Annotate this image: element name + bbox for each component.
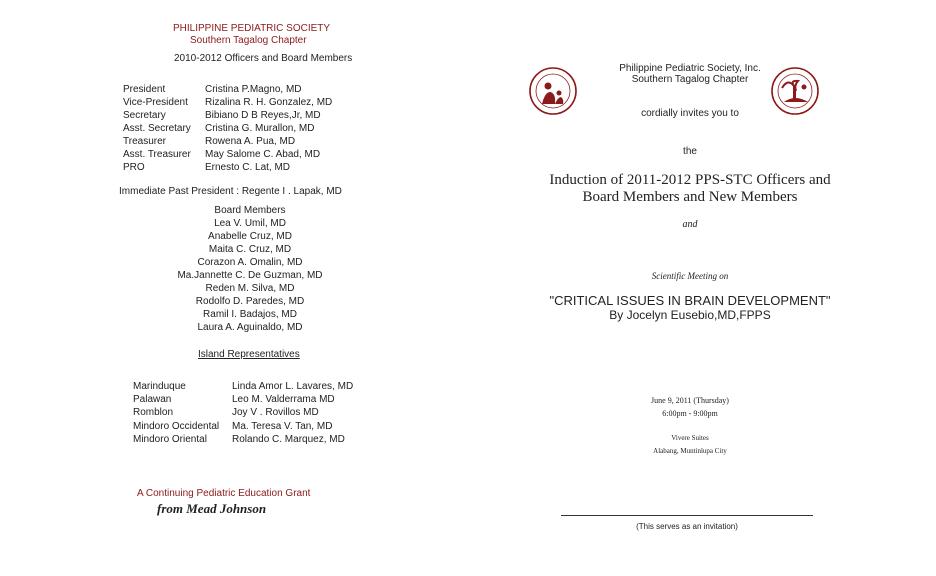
officer-name: Rowena A. Pua, MD bbox=[205, 136, 296, 147]
island-rep: Ma. Teresa V. Tan, MD bbox=[232, 421, 333, 432]
officer-name: Cristina P.Magno, MD bbox=[205, 84, 302, 95]
island-place: Marinduque bbox=[133, 381, 186, 392]
island-place: Mindoro Occidental bbox=[133, 421, 220, 432]
sponsor-line: from Mead Johnson bbox=[157, 501, 267, 516]
island-rep: Leo M. Valderrama MD bbox=[232, 394, 335, 405]
event-title-line1: Induction of 2011-2012 PPS-STC Officers and bbox=[549, 172, 831, 188]
signature-line bbox=[561, 515, 813, 516]
island-place: Romblon bbox=[133, 407, 174, 418]
officer-role: Secretary bbox=[123, 110, 166, 121]
the-text: the bbox=[683, 146, 697, 157]
officers-heading: 2010-2012 Officers and Board Members bbox=[174, 53, 353, 64]
org-line1: Philippine Pediatric Society, Inc. bbox=[619, 63, 761, 74]
invitation-note: (This serves as an invitation) bbox=[636, 522, 738, 531]
island-rep: Linda Amor L. Lavares, MD bbox=[232, 381, 354, 392]
officer-name: Ernesto C. Lat, MD bbox=[205, 162, 291, 173]
board-member: Anabelle Cruz, MD bbox=[208, 231, 292, 242]
island-place: Mindoro Oriental bbox=[133, 434, 207, 445]
board-member: Laura A. Aguinaldo, MD bbox=[197, 322, 303, 333]
island-rep: Rolando C. Marquez, MD bbox=[232, 434, 345, 445]
past-president: Immediate Past President : Regente I . Lapak, MD bbox=[119, 186, 342, 197]
officer-name: Bibiano D B Reyes,Jr, MD bbox=[205, 110, 321, 121]
venue-city: Alabang, Muntinlupa City bbox=[653, 447, 727, 455]
officer-role: Asst. Treasurer bbox=[123, 149, 191, 160]
org-line2: Southern Tagalog Chapter bbox=[631, 74, 749, 85]
officer-role: Asst. Secretary bbox=[123, 123, 191, 134]
event-time: 6:00pm - 9:00pm bbox=[662, 409, 718, 418]
meeting-text: Scientific Meeting on bbox=[651, 271, 729, 281]
invite-text: cordially invites you to bbox=[641, 108, 739, 119]
board-member: Reden M. Silva, MD bbox=[205, 283, 295, 294]
board-member: Ramil I. Badajos, MD bbox=[203, 309, 297, 320]
island-place: Palawan bbox=[133, 394, 172, 405]
officer-name: May Salome C. Abad, MD bbox=[205, 149, 321, 160]
speaker: By Jocelyn Eusebio,MD,FPPS bbox=[609, 308, 771, 322]
officer-role: Treasurer bbox=[123, 136, 166, 147]
grant-line: A Continuing Pediatric Education Grant bbox=[137, 488, 311, 499]
board-member: Corazon A. Omalin, MD bbox=[197, 257, 303, 268]
board-member: Maita C. Cruz, MD bbox=[208, 244, 292, 255]
venue-name: Vivere Suites bbox=[671, 434, 709, 442]
board-member: Lea V. Umil, MD bbox=[214, 218, 286, 229]
island-rep: Joy V . Rovillos MD bbox=[232, 407, 319, 418]
topic-title: "CRITICAL ISSUES IN BRAIN DEVELOPMENT" bbox=[549, 293, 831, 308]
society-seal-icon bbox=[528, 66, 578, 116]
officer-name: Rizalina R. H. Gonzalez, MD bbox=[205, 97, 333, 108]
board-member: Ma.Jannette C. De Guzman, MD bbox=[177, 270, 323, 281]
event-title-line2: Board Members and New Members bbox=[582, 189, 798, 205]
officer-role: Vice-President bbox=[123, 97, 188, 108]
society-name: PHILIPPINE PEDIATRIC SOCIETY bbox=[173, 23, 331, 34]
board-member: Rodolfo D. Paredes, MD bbox=[195, 296, 305, 307]
officer-role: President bbox=[123, 84, 166, 95]
and-text: and bbox=[682, 219, 698, 230]
board-heading: Board Members bbox=[214, 205, 286, 216]
chapter-name: Southern Tagalog Chapter bbox=[190, 35, 307, 46]
island-heading: Island Representatives bbox=[198, 349, 300, 360]
officer-name: Cristina G. Murallon, MD bbox=[205, 123, 315, 134]
officer-role: PRO bbox=[123, 162, 145, 173]
event-date: June 9, 2011 (Thursday) bbox=[651, 396, 729, 405]
